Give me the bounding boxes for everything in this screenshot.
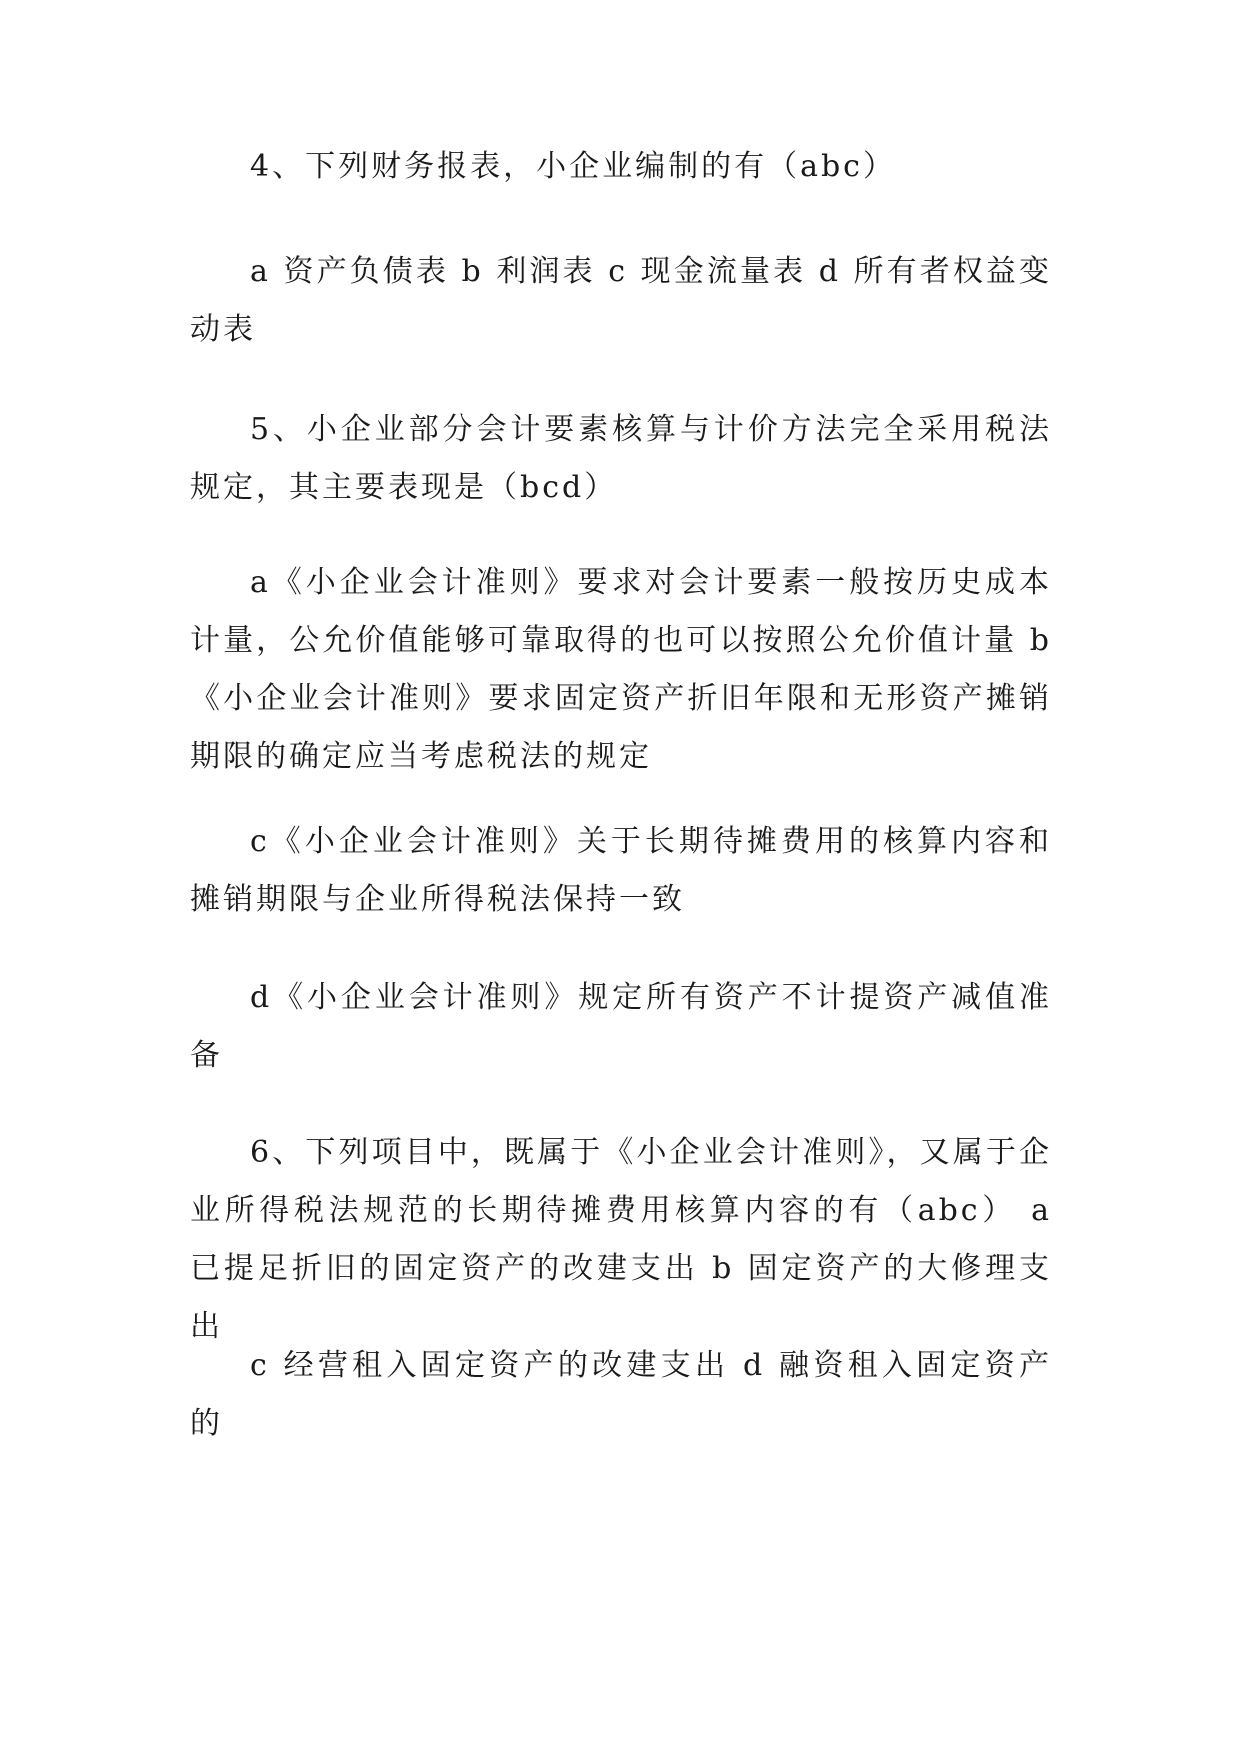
question-5-option-c: c《小企业会计准则》关于长期待摊费用的核算内容和摊销期限与企业所得税法保持一致 bbox=[190, 824, 1052, 917]
question-5-stem: 5、小企业部分会计要素核算与计价方法完全采用税法规定，其主要表现是（bcd） bbox=[190, 412, 1052, 505]
question-5-option-d: d《小企业会计准则》规定所有资产不计提资产减值准备 bbox=[190, 980, 1052, 1073]
question-5-option-a-b: a《小企业会计准则》要求对会计要素一般按历史成本计量，公允价值能够可靠取得的也可以按照公允价值计量 b《小企业会计准则》要求固定资产折旧年限和无形资产摊销期限的确定应当考虑税法的规定 bbox=[190, 565, 1052, 774]
question-4-stem: 4、下列财务报表，小企业编制的有（abc） bbox=[250, 149, 896, 184]
question-6-options-c-d: c 经营租入固定资产的改建支出 d 融资租入固定资产的 bbox=[190, 1348, 1052, 1441]
question-6-stem: 6、下列项目中，既属于《小企业会计准则》，又属于企业所得税法规范的长期待摊费用核算内容的有（abc） a 已提足折旧的固定资产的改建支出 b 固定资产的大修理支出 bbox=[190, 1135, 1052, 1344]
question-4-options: a 资产负债表 b 利润表 c 现金流量表 d 所有者权益变动表 bbox=[190, 254, 1052, 347]
